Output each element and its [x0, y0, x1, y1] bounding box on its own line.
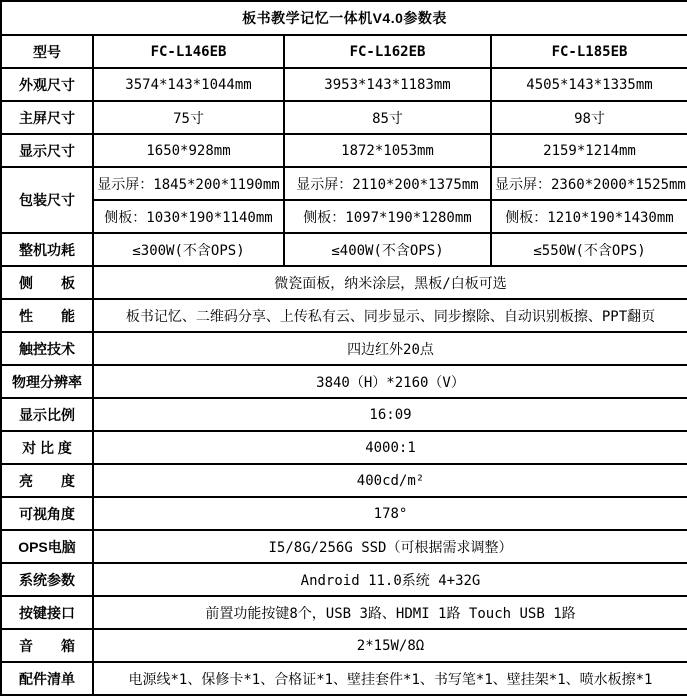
table-row-appearance-size — [1, 68, 687, 101]
spec-value: ≤550W(不含OPS) — [491, 233, 687, 266]
spec-value: Android 11.0系统 4+32G — [93, 563, 687, 596]
spec-value: 电源线*1、保修卡*1、合格证*1、壁挂套件*1、书写笔*1、壁挂架*1、喷水板擦*1 — [93, 662, 687, 695]
title-row — [1, 1, 687, 35]
spec-value: 3574*143*1044mm — [93, 68, 284, 101]
spec-value: 前置功能按键8个，USB 3路、HDMI 1路 Touch USB 1路 — [93, 596, 687, 629]
spec-value: 3840（H）*2160（V） — [93, 365, 687, 398]
table-row-speaker — [1, 629, 687, 662]
table-row-system-parameters — [1, 563, 687, 596]
table-row-aspect-ratio — [1, 398, 687, 431]
table-row-side-panel — [1, 266, 687, 299]
table-row-contrast-ratio — [1, 431, 687, 464]
table-row-viewing-angle — [1, 497, 687, 530]
table-row-packing-size-display — [1, 167, 687, 200]
row-label: 按键接口 — [1, 596, 93, 629]
row-label: 配件清单 — [1, 662, 93, 695]
row-label: 系统参数 — [1, 563, 93, 596]
model-name-1: FC-L146EB — [93, 35, 284, 68]
spec-value: 显示屏：2360*2000*1525mm — [491, 167, 687, 200]
spec-value: 2159*1214mm — [491, 134, 687, 167]
row-label: OPS电脑 — [1, 530, 93, 563]
row-label: 显示比例 — [1, 398, 93, 431]
model-name-2: FC-L162EB — [284, 35, 491, 68]
row-label: 可视角度 — [1, 497, 93, 530]
header-model-label: 型号 — [1, 35, 93, 68]
spec-value: 4505*143*1335mm — [491, 68, 687, 101]
table-row-accessories-list — [1, 662, 687, 695]
spec-value: 75寸 — [93, 101, 284, 134]
table-row-display-size — [1, 134, 687, 167]
row-label: 性 能 — [1, 299, 93, 332]
spec-value: 1650*928mm — [93, 134, 284, 167]
spec-value: 178° — [93, 497, 687, 530]
spec-value: 显示屏：2110*200*1375mm — [284, 167, 491, 200]
page-title: 板书教学记忆一体机V4.0参数表 — [1, 1, 687, 35]
table-row-touch-technology — [1, 332, 687, 365]
table-row-buttons-ports — [1, 596, 687, 629]
spec-value: 400cd/m² — [93, 464, 687, 497]
row-label: 触控技术 — [1, 332, 93, 365]
spec-value: 微瓷面板，纳米涂层，黑板/白板可选 — [93, 266, 687, 299]
row-label: 对 比 度 — [1, 431, 93, 464]
row-label: 侧 板 — [1, 266, 93, 299]
row-label: 物理分辨率 — [1, 365, 93, 398]
table-row-features — [1, 299, 687, 332]
table-row-power-consumption — [1, 233, 687, 266]
table-row-ops-computer — [1, 530, 687, 563]
spec-value: 四边红外20点 — [93, 332, 687, 365]
spec-value: 侧板：1097*190*1280mm — [284, 200, 491, 233]
table-row-physical-resolution — [1, 365, 687, 398]
row-label: 整机功耗 — [1, 233, 93, 266]
spec-value: ≤400W(不含OPS) — [284, 233, 491, 266]
spec-value: 2*15W/8Ω — [93, 629, 687, 662]
spec-value: 3953*143*1183mm — [284, 68, 491, 101]
spec-value: ≤300W(不含OPS) — [93, 233, 284, 266]
spec-value: 16:09 — [93, 398, 687, 431]
model-name-3: FC-L185EB — [491, 35, 687, 68]
table-row-brightness — [1, 464, 687, 497]
row-label: 亮 度 — [1, 464, 93, 497]
table-row-packing-size-side-panel — [1, 200, 687, 233]
row-label: 音 箱 — [1, 629, 93, 662]
spec-value: 85寸 — [284, 101, 491, 134]
row-label: 显示尺寸 — [1, 134, 93, 167]
spec-value: 侧板：1030*190*1140mm — [93, 200, 284, 233]
spec-value: 4000:1 — [93, 431, 687, 464]
row-label: 主屏尺寸 — [1, 101, 93, 134]
spec-value: 板书记忆、二维码分享、上传私有云、同步显示、同步擦除、自动识别板擦、PPT翻页 — [93, 299, 687, 332]
table-row-main-screen-size — [1, 101, 687, 134]
spec-value: I5/8G/256G SSD（可根据需求调整） — [93, 530, 687, 563]
spec-value: 98寸 — [491, 101, 687, 134]
row-label: 包装尺寸 — [1, 167, 93, 233]
row-label: 外观尺寸 — [1, 68, 93, 101]
header-row — [1, 35, 687, 68]
spec-value: 侧板：1210*190*1430mm — [491, 200, 687, 233]
spec-value: 1872*1053mm — [284, 134, 491, 167]
spec-value: 显示屏：1845*200*1190mm — [93, 167, 284, 200]
